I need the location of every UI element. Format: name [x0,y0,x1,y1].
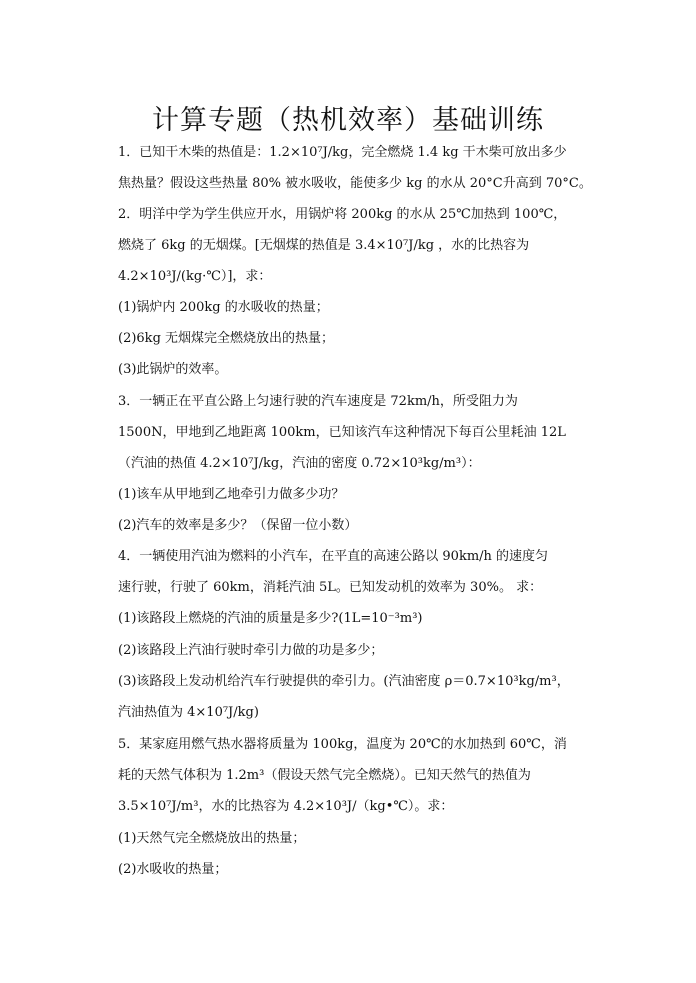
problem-line: (1)该路段上燃烧的汽油的质量是多少?(1L=10⁻³m³) [118,611,423,626]
problem-line: 耗的天然气体积为 1.2m³（假设天然气完全燃烧）。已知天然气的热值为 [118,768,531,783]
page-title: 计算专题（热机效率）基础训练 [152,105,544,136]
problem-line: 4．一辆使用汽油为燃料的小汽车，在平直的高速公路以 90km/h 的速度匀 [118,549,549,564]
problem-line: 速行驶，行驶了 60km，消耗汽油 5L。已知发动机的效率为 30%。 求： [118,580,543,595]
problem-line: （汽油的热值 4.2×10⁷J/kg，汽油的密度 0.72×10³kg/m³）： [118,456,481,471]
problem-line: (2)该路段上汽油行驶时牵引力做的功是多少； [118,643,384,658]
problem-line: 1500N，甲地到乙地距离 100km，已知该汽车这种情况下每百公里耗油 12L [118,425,566,440]
problem-line: (1)天然气完全燃烧放出的热量； [118,831,306,846]
problem-line: 1．已知干木柴的热值是：1.2×10⁷J/kg，完全燃烧 1.4 kg 干木柴可放出多少 [118,145,567,160]
problem-line: 2．明洋中学为学生供应开水，用锅炉将 200kg 的水从 25℃加热到 100℃， [118,207,567,222]
problem-line: (1)锅炉内 200kg 的水吸收的热量； [118,300,329,315]
problem-line: 5．某家庭用燃气热水器将质量为 100kg，温度为 20℃的水加热到 60℃，消 [118,737,567,752]
problem-line: 燃烧了 6kg 的无烟煤。[无烟煤的热值是 3.4×10⁷J/kg ，水的比热容为 [118,238,530,253]
problem-line: 3.5×10⁷J/m³，水的比热容为 4.2×10³J/（kg•℃）。求： [118,799,454,814]
problem-line: (2)水吸收的热量； [118,862,228,877]
problem-line: 汽油热值为 4×10⁷J/kg) [118,705,259,720]
problem-line: (3)此锅炉的效率。 [118,362,228,377]
problem-line: 4.2×10³J/(kg·℃）]，求： [118,269,272,284]
problem-line: (2)6kg 无烟煤完全燃烧放出的热量； [118,331,335,346]
problem-line: (1)该车从甲地到乙地牵引力做多少功？ [118,487,345,502]
problem-line: (2)汽车的效率是多少？（保留一位小数） [118,518,358,533]
problem-line: 3．一辆正在平直公路上匀速行驶的汽车速度是 72km/h，所受阻力为 [118,394,518,409]
problem-line: 焦热量？假设这些热量 80% 被水吸收，能使多少 kg 的水从 20°C升高到 70°C。 [118,176,592,191]
problem-line: (3)该路段上发动机给汽车行驶提供的牵引力。(汽油密度 ρ＝0.7×10³kg/m³， [118,674,570,689]
